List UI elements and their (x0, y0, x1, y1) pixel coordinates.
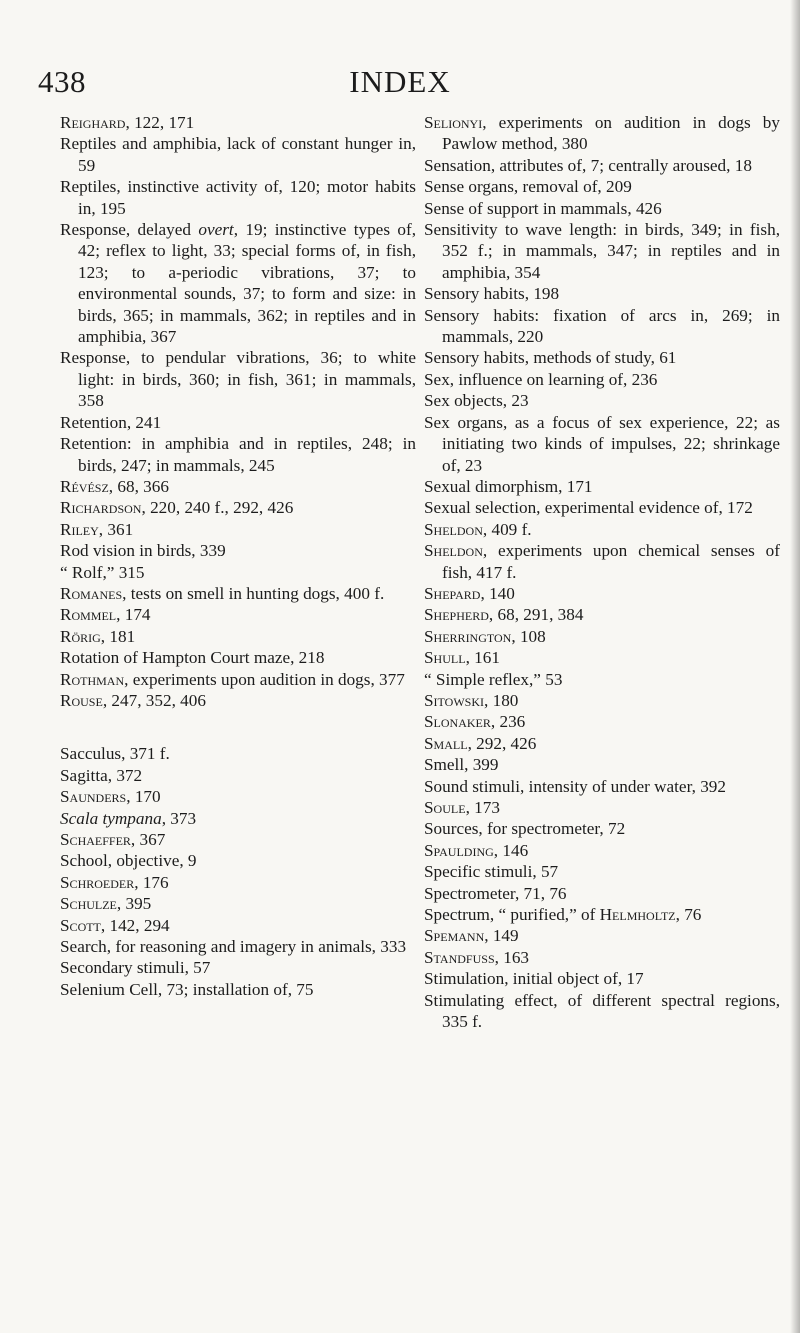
index-entry-head: Riley (60, 519, 99, 539)
index-entry-refs: , 220, 240 f., 292, 426 (141, 498, 294, 518)
index-entry (424, 412, 780, 476)
index-entry (424, 669, 780, 690)
index-entry-head: Search, for reasoning and imagery in animals, 333 (60, 937, 407, 957)
index-entry (424, 305, 780, 348)
index-entry-refs: , experiments upon audition in dogs, 377 (124, 669, 405, 689)
index-entry-head: Shepard (424, 583, 481, 603)
index-entry (60, 540, 416, 561)
index-entry (424, 925, 780, 946)
index-entry-refs: , 161 (465, 648, 500, 668)
index-entry-head: Rommel (60, 605, 117, 625)
index-entry-head: Shull (424, 648, 466, 668)
index-entry (424, 818, 780, 839)
index-entry (60, 433, 416, 476)
index-entry-head: Sensory habits: fixation of arcs in, 269; in mammals, 220 (424, 305, 780, 347)
index-entry-head: Reptiles, instinctive activity of, 120; motor habits in, 195 (60, 177, 416, 218)
index-entry-head: Sacculus, 371 f. (60, 744, 170, 764)
index-entry (424, 219, 780, 283)
index-entry-refs: , 122, 171 (125, 113, 195, 132)
index-entry (60, 829, 416, 850)
index-entry (60, 133, 416, 176)
index-entry (424, 711, 780, 732)
index-entry-refs: , 373 (161, 808, 197, 828)
index-entry-refs: , 140 (480, 583, 515, 603)
index-entry-refs: , 149 (484, 926, 519, 946)
index-entry-head: Reptiles and amphibia, lack of constant hunger in, 59 (60, 134, 416, 175)
section-gap (60, 711, 416, 743)
index-entry (60, 893, 416, 914)
index-column-right (424, 112, 780, 1032)
index-entry (424, 797, 780, 818)
index-entry-head: Shepherd (424, 605, 489, 625)
index-entry-head: Sensory habits, methods of study, 61 (424, 348, 677, 368)
index-entry-head: Retention: in amphibia and in reptiles, 248; in birds, 247; in mammals, 245 (60, 434, 416, 475)
index-entry (424, 176, 780, 197)
index-entry (424, 776, 780, 797)
index-entry (424, 369, 780, 390)
index-entry-head: Slonaker (424, 712, 491, 732)
index-entry-head: Schulze (60, 894, 117, 914)
index-entry (60, 957, 416, 978)
index-entry-head: Sheldon (424, 519, 483, 539)
index-entry-head: Rothman (60, 669, 125, 689)
index-entry (424, 883, 780, 904)
index-entry-refs: , 180 (484, 690, 519, 710)
index-entry (424, 947, 780, 968)
index-entry-head: Spaulding (424, 840, 494, 860)
index-entry-head: Saunders (60, 787, 127, 807)
index-entry-refs: , 19; instinctive types of, 42; reflex to light, 33; special forms of, in fish, 123; to a-periodic vibrations, 37; to environmental sounds, 37; to form and size: in birds, 365; in mammals, 362; in reptiles and in amphibia, 367 (78, 220, 416, 347)
index-entry (60, 476, 416, 497)
index-entry (424, 733, 780, 754)
index-entry (60, 112, 416, 133)
index-entry-head: Spemann (424, 926, 485, 946)
index-entry-head: Sexual dimorphism, 171 (424, 476, 593, 496)
index-entry-head: Sources, for spectrometer, 72 (424, 819, 626, 839)
index-entry (60, 347, 416, 411)
index-entry-head: Rouse (60, 690, 103, 710)
index-entry-name: Helmholtz (599, 905, 676, 925)
index-entry-refs: , 181 (100, 626, 136, 646)
index-entry (424, 647, 780, 668)
index-entry-head: Stimulation, initial object of, 17 (424, 969, 644, 989)
index-entry (60, 936, 416, 957)
index-entry-head: Sensation, attributes of, 7; centrally aroused, 18 (424, 155, 752, 175)
index-entry (424, 626, 780, 647)
index-entry (424, 540, 780, 583)
index-entry (60, 808, 416, 829)
index-entry-head: “ Simple reflex,” 53 (424, 669, 563, 689)
index-entry (60, 850, 416, 871)
index-entry (60, 497, 416, 518)
index-entry-refs: , 142, 294 (100, 915, 170, 935)
index-entry (60, 786, 416, 807)
index-entry-head: Sex, influence on learning of, 236 (424, 369, 658, 389)
index-entry-refs: , tests on smell in hunting dogs, 400 f. (122, 583, 385, 603)
index-entry-head: Specific stimuli, 57 (424, 862, 559, 882)
index-entry-head: Standfuss (424, 947, 495, 967)
index-entry-head: Sound stimuli, intensity of under water, 392 (424, 776, 726, 796)
index-entry (60, 176, 416, 219)
index-entry-head: Romanes (60, 583, 123, 603)
index-entry-refs: , experiments upon chemical senses of fish, 417 f. (442, 541, 780, 582)
index-entry-head: Sex organs, as a focus of sex experience, 22; as initiating two kinds of impulses, 22; shrinkage of, 23 (424, 412, 780, 475)
index-entry (60, 690, 416, 711)
page-number: 438 (38, 64, 86, 99)
index-entry-head: Response, to pendular vibrations, 36; to white light: in birds, 360; in fish, 361; in mammals, 358 (60, 348, 416, 411)
index-entry-head: Schaeffer (60, 830, 131, 849)
index-entry (60, 519, 416, 540)
index-entry (424, 155, 780, 176)
index-entry (424, 347, 780, 368)
index-entry-head: School, objective, 9 (60, 851, 197, 871)
index-entry-refs: , 108 (511, 626, 546, 646)
index-entry-head: Sherrington (424, 626, 512, 646)
index-entry-head: Soule (424, 798, 466, 817)
index-entry (60, 412, 416, 433)
index-entry-refs: , 367 (130, 830, 166, 849)
index-entry-refs: , 361 (98, 519, 134, 539)
index-entry-head: Spectrometer, 71, 76 (424, 883, 567, 903)
index-entry-head: Reighard (60, 113, 126, 132)
index-entry-refs: , 409 f. (482, 519, 532, 539)
index-entry (424, 198, 780, 219)
index-entry (424, 990, 780, 1033)
index-entry-refs: , 292, 426 (467, 733, 537, 753)
page-edge-shadow (790, 0, 800, 1333)
index-entry-head: “ Rolf,” 315 (60, 562, 145, 582)
index-entry-head: Stimulating effect, of different spectral regions, 335 f. (424, 990, 780, 1032)
index-entry-head: Retention, 241 (60, 412, 162, 432)
index-entry-head: Rotation of Hampton Court maze, 218 (60, 648, 325, 668)
index-entry-head: Small (424, 733, 468, 753)
index-entry (60, 915, 416, 936)
index-entry (60, 219, 416, 347)
index-entry (60, 647, 416, 668)
index-entry-head: Sensory habits, 198 (424, 284, 560, 304)
index-entry-italic: Scala tympana (60, 808, 162, 828)
index-entry (424, 390, 780, 411)
index-entry-refs: , 146 (493, 840, 529, 860)
index-entry (424, 754, 780, 775)
index-entry (60, 743, 416, 764)
page-title: INDEX (349, 64, 451, 99)
page-header (0, 64, 800, 104)
index-entry-refs: , experiments on audition in dogs by Pawlow method, 380 (442, 113, 780, 154)
index-entry (424, 497, 780, 518)
index-entry-refs: , 176 (134, 872, 169, 892)
index-entry-head: Sensitivity to wave length: in birds, 349; in fish, 352 f.; in mammals, 347; in reptiles and in amphibia, 354 (424, 220, 780, 282)
index-entry (424, 861, 780, 882)
index-entry-refs: , 68, 291, 384 (488, 605, 584, 625)
index-entry-refs: , 174 (116, 605, 151, 625)
index-column-left (60, 112, 416, 1000)
index-entry-head: Richardson (60, 498, 142, 518)
index-entry-head: Smell, 399 (424, 755, 499, 775)
index-entry-head: Sagitta, 372 (60, 765, 143, 785)
index-entry (60, 765, 416, 786)
index-entry-refs: , 247, 352, 406 (102, 690, 206, 710)
index-entry (60, 979, 416, 1000)
index-entry-head: Révész (60, 476, 109, 496)
index-entry-refs: , 68, 366 (108, 476, 169, 496)
index-entry-head: Spectrum, “ purified,” of (424, 905, 600, 925)
index-entry (424, 604, 780, 625)
index-entry (424, 904, 780, 925)
index-entry-head: Sense organs, removal of, 209 (424, 177, 632, 197)
index-entry (60, 583, 416, 604)
index-entry (424, 968, 780, 989)
index-entry-refs: , 236 (490, 712, 526, 732)
index-entry-head: Secondary stimuli, 57 (60, 958, 211, 978)
index-entry-head: Selionyi (424, 113, 483, 132)
index-entry-head: Sexual selection, experimental evidence of, 172 (424, 498, 753, 518)
index-entry-head: Rörig (60, 626, 101, 646)
index-entry (60, 872, 416, 893)
index-entry (60, 604, 416, 625)
index-entry-head: Scott (60, 915, 101, 935)
index-entry (424, 840, 780, 861)
index-entry (424, 112, 780, 155)
index-entry-head: Sex objects, 23 (424, 391, 529, 411)
index-entry-head: Rod vision in birds, 339 (60, 541, 226, 561)
index-entry-head: Sense of support in mammals, 426 (424, 198, 662, 218)
index-entry-refs: , 170 (126, 787, 161, 807)
index-entry (60, 669, 416, 690)
index-entry (424, 519, 780, 540)
index-entry-refs: , 395 (116, 894, 152, 914)
index-entry (424, 583, 780, 604)
index-entry (60, 626, 416, 647)
index-entry (424, 283, 780, 304)
index-entry-head: Sitowski (424, 690, 484, 710)
index-entry-italic: overt (198, 220, 234, 240)
index-entry-head: Schroeder (60, 872, 135, 892)
index-entry-head: Selenium Cell, 73; installation of, 75 (60, 979, 314, 999)
index-entry-head: Sheldon (424, 541, 483, 561)
index-entry-head: Response, delayed (60, 220, 199, 240)
index-entry-refs: , 163 (494, 947, 529, 967)
index-entry (424, 690, 780, 711)
index-entry (60, 562, 416, 583)
index-entry-refs: , 76 (675, 905, 702, 925)
index-entry (424, 476, 780, 497)
index-entry-refs: , 173 (465, 798, 500, 817)
